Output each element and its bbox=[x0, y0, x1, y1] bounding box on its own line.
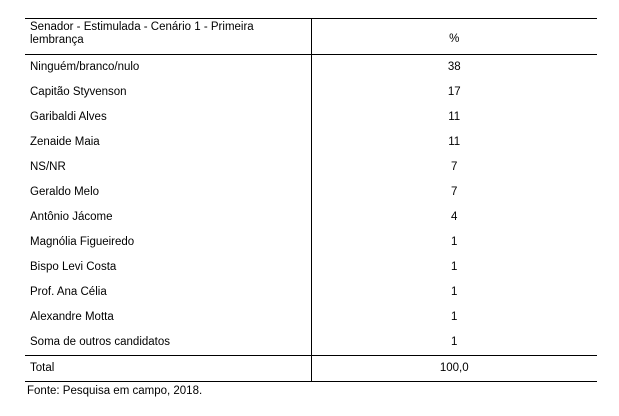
results-table-container bbox=[25, 18, 597, 398]
header-percent: % bbox=[311, 19, 597, 55]
row-value: 1 bbox=[451, 311, 458, 323]
row-name: Ninguém/branco/nulo bbox=[25, 55, 311, 81]
row-name: Garibaldi Alves bbox=[25, 105, 311, 130]
row-name: Prof. Ana Célia bbox=[25, 280, 311, 305]
row-name: Magnólia Figueiredo bbox=[25, 230, 311, 255]
table-row bbox=[25, 180, 597, 205]
table-row bbox=[25, 255, 597, 280]
row-name: Capitão Styvenson bbox=[25, 80, 311, 105]
row-value: 17 bbox=[447, 86, 461, 98]
row-name: Zenaide Maia bbox=[25, 130, 311, 155]
table-row bbox=[25, 55, 597, 81]
table-row bbox=[25, 105, 597, 130]
table-row bbox=[25, 305, 597, 330]
table-row bbox=[25, 155, 597, 180]
header-candidate: Senador - Estimulada - Cenário 1 - Primeira lembrança bbox=[25, 19, 311, 55]
row-value: 1 bbox=[451, 261, 458, 273]
table-row bbox=[25, 205, 597, 230]
row-value: 38 bbox=[447, 61, 461, 73]
total-row bbox=[25, 356, 597, 382]
row-value: 1 bbox=[451, 236, 458, 248]
table-row bbox=[25, 230, 597, 255]
row-name: Geraldo Melo bbox=[25, 180, 311, 205]
row-value: 11 bbox=[448, 111, 461, 123]
row-name: Soma de outros candidatos bbox=[25, 330, 311, 356]
source-note: Fonte: Pesquisa em campo, 2018. bbox=[27, 385, 203, 397]
row-value: 1 bbox=[451, 286, 458, 298]
table-row bbox=[25, 330, 597, 356]
row-name: Alexandre Motta bbox=[25, 305, 311, 330]
row-value: 11 bbox=[448, 136, 461, 148]
table-row bbox=[25, 280, 597, 305]
row-name: Bispo Levi Costa bbox=[25, 255, 311, 280]
total-label: Total bbox=[25, 356, 311, 382]
table-row bbox=[25, 80, 597, 105]
total-value: 100,0 bbox=[311, 356, 597, 382]
row-value: 7 bbox=[451, 161, 458, 173]
results-table bbox=[25, 18, 597, 382]
row-name: NS/NR bbox=[25, 155, 311, 180]
header-row bbox=[25, 19, 597, 55]
table-header bbox=[25, 19, 597, 55]
row-value: 1 bbox=[451, 336, 458, 348]
table-row bbox=[25, 130, 597, 155]
table-body bbox=[25, 55, 597, 382]
row-value: 7 bbox=[451, 186, 458, 198]
row-name: Antônio Jácome bbox=[25, 205, 311, 230]
row-value: 4 bbox=[451, 211, 458, 223]
